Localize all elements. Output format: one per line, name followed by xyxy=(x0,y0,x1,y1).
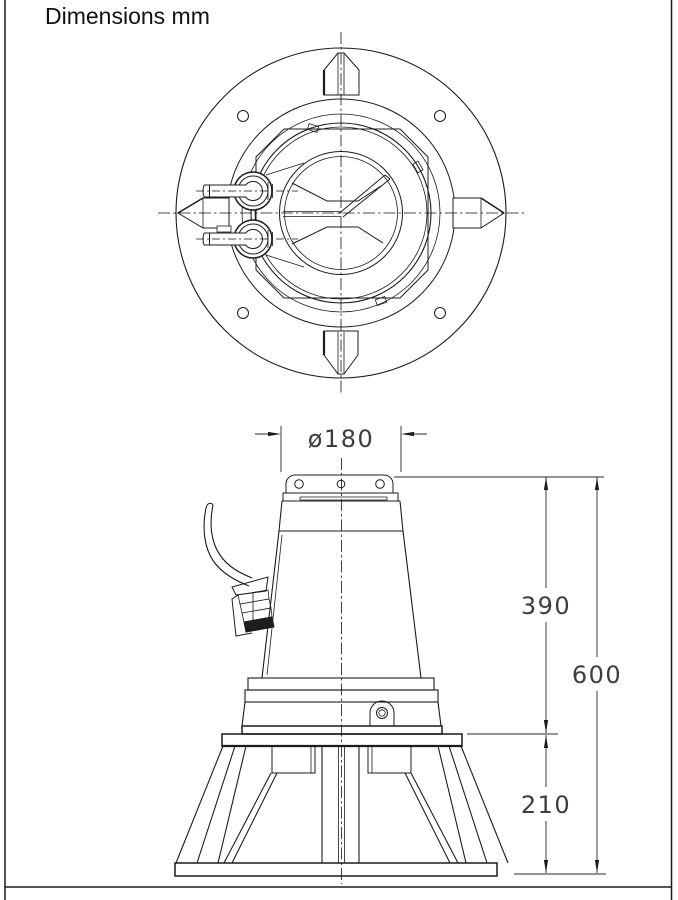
page-title: Dimensions mm xyxy=(45,3,210,29)
bolt-holes xyxy=(238,111,446,319)
cable-gland-connector xyxy=(232,577,274,636)
power-cable xyxy=(204,503,252,586)
impeller-detail xyxy=(283,175,390,244)
guide-tab-top xyxy=(324,53,359,95)
dimension-stand-height xyxy=(521,735,571,873)
mounting-flange xyxy=(222,726,462,746)
base-ring xyxy=(175,863,497,876)
drain-lug xyxy=(370,701,394,726)
guide-tab-left xyxy=(178,198,231,232)
dimension-body-height xyxy=(521,477,571,733)
dimension-body-height-label: 390 xyxy=(520,592,572,620)
dimension-diameter xyxy=(255,425,427,472)
dimension-total-height-label: 600 xyxy=(571,661,623,689)
dimension-total-height xyxy=(572,477,622,873)
top-view xyxy=(158,32,524,394)
lifting-plate xyxy=(283,475,398,501)
dimension-diameter-label: ø180 xyxy=(307,425,375,453)
side-view xyxy=(175,458,508,884)
dimension-stand-height-label: 210 xyxy=(520,791,572,819)
